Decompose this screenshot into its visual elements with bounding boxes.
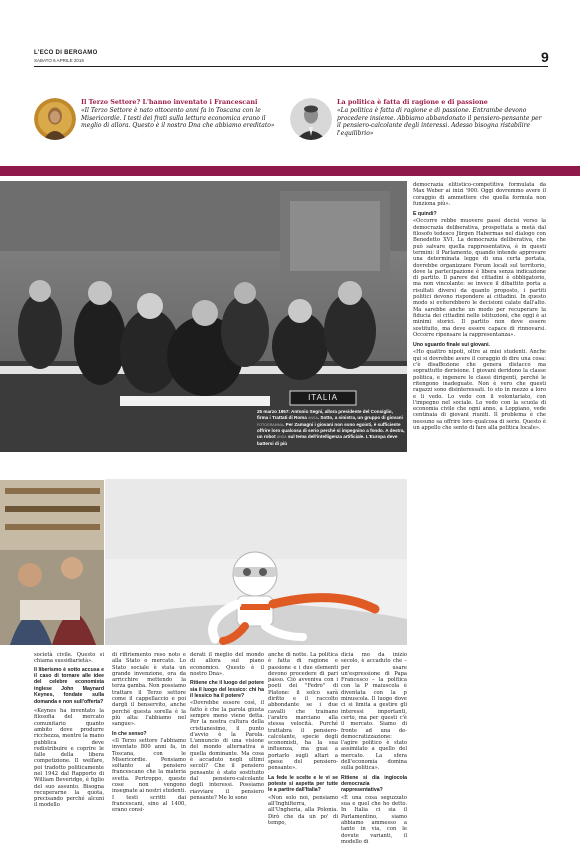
author-portrait (290, 98, 332, 140)
text-column-1 (34, 652, 104, 811)
paragraph: di rifiriemento reso noto e alla Stato o mercato. Lo Stato sociale è stata un grande invenzione, ora da arricchire mettendo la terza gamba. Non possiamo trattare il Terzo settore come il cappellaccio e poi dargli il benservito, anche perché questa sorella è la più alta: l'abbiamo nel sangue». (112, 652, 186, 728)
page-number: 9 (541, 49, 549, 65)
issue-date: SABATO 6 APRILE 2019 (34, 58, 84, 63)
page-header (0, 0, 580, 80)
quote-body: «Il Terzo Settore è nato ottocento anni fa in Toscana con le Misericordie. I testi dei frati sulla lettura economica erano il meglio di allora. Questo è il nostro Dna che abbiamo ereditato» (81, 107, 275, 130)
interview-question: Uno sguardo finale sui giovani. (413, 342, 490, 349)
text-column-5 (341, 652, 407, 847)
text-column-2 (112, 652, 186, 816)
robot-photo (105, 479, 407, 645)
paragraph: derati il meglio del mondo di allora sul piano economico. Questo è il nostro Dna». (190, 652, 264, 677)
interview-question: Ritiene che il luogo del potere sia il luogo del lessico: chi ha il lessico ha il potere? (190, 680, 264, 699)
paragraph: «Ho quattro nipoti, oltre ai miei studenti. Anche qui si dovrebbe avere il coraggio di dire una cosa: c'è disaffezione che genera distacco ma soprattutto derisione. I giovani deridono la classe politica, e ingenere le classi dirigenti, perché le ritengono inadeguate. Non è vero che questi ragazzi sono disinteressati. Io sto in mezzo a loro e li vedo. Lo vedo con il volontariato, con l'impegno nel sociale. Lo vedo con la scuola di economia civile che ogni anno, a Loppiano, vede centinaia di giovani riuniti. Il problema è che nessuno sa offrire loro qualcosa di serio. Questo è un appello che sento di fare alla politica locale». (413, 349, 546, 431)
paragraph: «Dovrebbe essere così, il fatto è che la parola giusta sempre meno viene detta. Per la nostra cultura della cristianesimo, il punto d'avvio è la Parola. L'annuncio di una visione del mondo alternativa a quella dominante. Ma cosa è accaduto negli ultimi secoli? Che il pensiero pensante è stato sostituito dal pensiero-calcolante degli interessi. Possiamo riavviare il pensiero pensante? Me lo sono (190, 700, 264, 801)
paragraph: dicia mo da inizio secolo, è accaduto che – per usare un'espressione di Papa Francesco – la politica con la P maiuscola è diventata con la p minuscola. Il luogo dove ci si limita a gestire gli interessi importanti, certo, ma per questi c'è il mercato. Siamo di fronte ad una de-democratizzazione: l'agire politico è stato assimilato a quello del mercato. La sfera dell'economia domina sulla politica». (341, 652, 407, 772)
paragraph: «È una cosa seguzzato sua e quel che ho detto. In Italia ci sia il Parlamentino, siamo abbiamo ammesso a tanto in via, con le dovute varianti, il modello di (341, 794, 407, 845)
photo-caption: 25 marzo 1957: Antonio Segni, allora presidente del Consiglio, firma i Trattati di Roma ANSA. Sotto, a sinistra, un gruppo di giovani FOTOGRAMMA. Per Zamagni i giovani non sono egoisti, è sufficiente offrire loro qualcosa di serio perché si impegnino a fondo. A destra, un robot ANSA sul tema dell'intelligenza artificiale. L'Europa deve battersi di più (257, 409, 405, 446)
quote-body: «La politica è fatta di ragione e di passione. Entrambe devono procedere insieme. Abbiamo abbandonato il pensiero-pensante per il pensiero-calcolante degli interessi. Adesso bisogna ristabilire l'equilibrio» (337, 107, 542, 137)
right-text-column (413, 182, 546, 433)
pull-quote-politics (290, 98, 548, 158)
interview-question: Ritiene si dia ingiocola democrazia rappresentativa? (341, 774, 407, 794)
paragraph: «Keynes ha inventato la filosofia del mercato comunitario quanto ambito dove produrre ricchezza, mentre la mano pubblica deve redistribuire e coprire le falle della libera competizione. Il welfare, poi tradotto politicamente nel 1942 dal Rapporto di William Beveridge, è figlio del suo assunto. Bisogna recuperarne la quota, precisando perché alcuni il modello (34, 708, 104, 809)
quote-title: La politica è fatta di ragione e di passione (337, 98, 488, 106)
paragraph: «Occorre rebbe muovere passi decisi verso la democrazia deliberativa, prospettata a metà dal filosofo tedesco Jürgen Habermas nel dialogo con Benedetto XVI. La democrazia deliberativa, che può salvare quella rappresentativa, è in questi termini: il Parlamento, quando intende approvare una determinata legge di una certa portata, dovrebbe organizzare Forum locali sul territorio, dove la partecipazione è libera senza indicazione di partito. Il parere dei cittadini è obbligatorio, ma non vincolante: se invece il dibattito porta a risultati diversi da quanto proposto, i partiti politici devono rispondere ai cittadini. In questo modo si eviterebbero le decisioni calate dall'alto. Ma sarebbe anche un modo per recuperare la fiducia dei cittadini nelle istituzioni, che oggi è ai minimi storici. Il partito non deve essere sostituito, ma deve essere capace di rinnovarsi. Occorre ripensare la rappresentanza». (413, 218, 546, 338)
paragraph: democrazia elitistico-competitiva formulata da Max Weber ai inizi '900. Oggi dovremmo avere il coraggio di ammettere che quella formula non funziona più». (413, 182, 546, 207)
text-column-4 (268, 652, 338, 828)
newspaper-name: L'ECO DI BERGAMO (34, 50, 98, 56)
interview-question: La fede le scelte e le vi se poteste si aspetta per tutte le a partire dall'Italia? (268, 774, 338, 794)
paragraph: società civile. Questo si chiama sussidiarietà». (34, 652, 104, 665)
interview-question: In che senso? (112, 730, 147, 737)
quote-title: Il Terzo Settore? L'hanno inventato i Francescani (81, 98, 258, 106)
paragraph: anche di notte. La politica è fatta di ragione e passione e i due elementi devono procedere di pari passo. Ciò avveniva con i poeti dei "Fedro" di Platone: il solco sarà diritto e il raccolto abbondante se i due cavalli che trainano l'aratro marciano alla stessa velocità. Purché trattabra il pensiero-calcolante, specie degli economisti, ha la sua influenza, ma guai a portarlo sugli altari a spese del pensiero-pensante». (268, 652, 338, 772)
paragraph: «Non solo noi, pensiamo all'Inghilterra, all'Ungheria, alla Polonia. Dirò che da un po' di tempo, (268, 794, 338, 827)
header-rule (34, 66, 548, 67)
section-band (0, 166, 580, 176)
pull-quote-franciscans (34, 98, 290, 158)
text-column-3 (190, 652, 264, 803)
young-people-photo (0, 480, 104, 645)
italia-placard: ITALIA (308, 393, 338, 402)
interview-question: Il liberismo è sotto accusa e il caso di tornare alle idee del celebre economista inglese John Maynard Keynes, fondate sulla domanda e non sull'offerta? (34, 666, 104, 705)
interview-question: E quindi? (413, 211, 437, 218)
paragraph: «Il Terzo settore l'abbiamo inventato 800 anni fa, in Toscana, con le Misericordie. Pensiamo soltanto al pensiero francescano che la materia svetta. Pertroppo, queste cose non vengono insegnate ai nostri studenti. I testi scritti dai francescani, sino al 1400, erano consi- (112, 737, 186, 814)
saint-francis-portrait (34, 98, 76, 140)
